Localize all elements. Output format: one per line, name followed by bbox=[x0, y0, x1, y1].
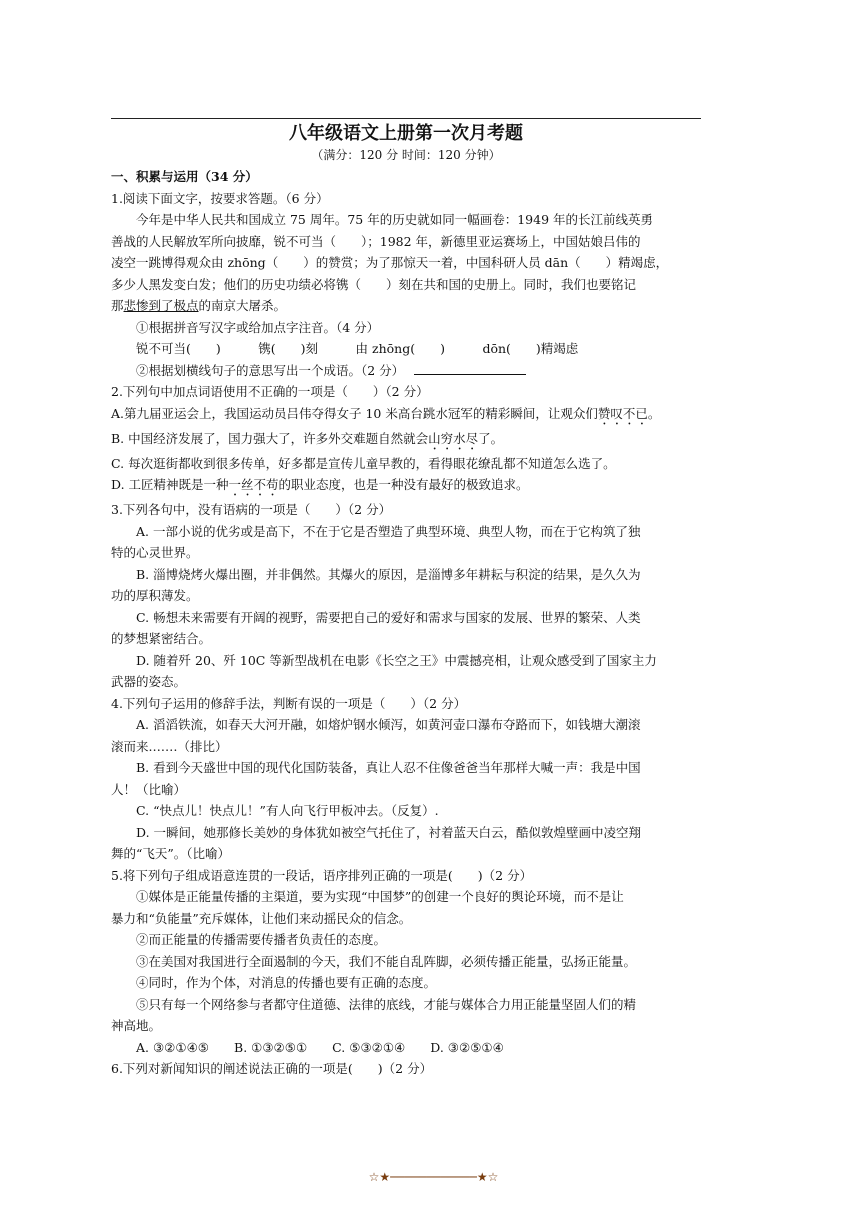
question-5-sentence-3: ③在美国对我国进行全面遏制的今天，我们不能自乱阵脚，必须传播正能量，弘扬正能量。 bbox=[136, 953, 637, 969]
underlined-sentence: 悲惨到了极点 bbox=[123, 298, 199, 313]
question-3-option-b-cont: 功的厚积薄发。 bbox=[111, 588, 199, 603]
question-5-sentence-5: ⑤只有每一个网络参与者都守住道德、法律的底线，才能与媒体合力用正能量坚固人们的精 bbox=[136, 996, 637, 1012]
exam-page bbox=[111, 118, 701, 1080]
question-3-option-b: B. 淄博烧烤火爆出圈，并非偶然。其爆火的原因，是淄博多年耕耘与积淀的结果，是久久为 bbox=[136, 566, 641, 582]
question-2-option-a bbox=[111, 403, 701, 428]
question-5-options: A. ③②①④⑤ B. ①③②⑤① C. ⑤③②①④ D. ③②⑤①④ bbox=[136, 1039, 504, 1055]
question-5-sentence-5-cont: 神高地。 bbox=[111, 1018, 162, 1033]
question-4-option-c: C. “快点儿！快点儿！”有人向飞行甲板冲去。（反复）. bbox=[136, 803, 439, 818]
sub-2-text: ②根据划横线句子的意思写出一个成语。（2 分） bbox=[136, 362, 405, 378]
passage-text: 那 bbox=[111, 298, 124, 313]
dotted-word: 山穷水尽 bbox=[428, 430, 479, 446]
question-2-stem: 2.下列句中加点词语使用不正确的一项是（ ）（2 分） bbox=[111, 384, 429, 399]
question-5-sentence-1: ①媒体是正能量传播的主渠道，要为实现“中国梦”的创建一个良好的舆论环境，而不是让 bbox=[136, 889, 624, 904]
question-4-option-a: A. 滔滔铁流，如春天大河开融，如熔炉钢水倾泻，如黄河壶口瀑布夺路而下，如钱塘大潮滚 bbox=[136, 717, 641, 732]
question-1-stem: 1.阅读下面文字，按要求答题。（6 分） bbox=[111, 190, 329, 206]
passage-text: 的南京大屠杀。 bbox=[198, 298, 287, 313]
option-text: A.第九届亚运会上，我国运动员吕伟夺得女子 10 米高台跳水冠军的精彩瞬间，让观众们 bbox=[111, 405, 598, 421]
question-4-stem: 4.下列句子运用的修辞手法，判断有误的一项是（ ）（2 分） bbox=[111, 695, 467, 711]
question-3-stem: 3.下列各句中，没有语病的一项是（ ）（2 分） bbox=[111, 502, 392, 517]
question-6-stem: 6.下列对新闻知识的阐述说法正确的一项是( )（2 分） bbox=[111, 1061, 433, 1076]
question-4-option-d: D. 一瞬间，她那修长美妙的身体犹如被空气托住了，衬着蓝天白云，酷似敦煌壁画中凌空翔 bbox=[136, 824, 642, 840]
question-5-stem: 5.将下列句子组成语意连贯的一段话，语序排列正确的一项是( )（2 分） bbox=[111, 867, 533, 883]
question-3-option-c-cont: 的梦想紧密结合。 bbox=[111, 631, 212, 646]
option-text: 的职业态度，也是一种没有最好的极致追求。 bbox=[278, 477, 529, 492]
question-2-option-c: C. 每次逛街都收到很多传单，好多都是宣传儿童早教的，看得眼花缭乱都不知道怎么选了。 bbox=[111, 455, 616, 471]
question-4-option-d-cont: 舞的“飞天”。（比喻） bbox=[111, 846, 231, 861]
question-3-option-a: A. 一部小说的优劣或是高下，不在于它是否塑造了典型环境、典型人物，而在于它构筑了独 bbox=[136, 523, 641, 539]
question-4-option-a-cont: 滚而来.……（排比） bbox=[111, 738, 228, 754]
page-title: 八年级语文上册第一次月考题 bbox=[289, 123, 523, 144]
option-text: 。 bbox=[647, 405, 661, 421]
section-heading: 一、积累与运用（34 分） bbox=[111, 169, 258, 184]
question-1-passage-line bbox=[111, 295, 701, 317]
question-1-sub-1: ①根据拼音写汉字或给加点字注音。（4 分） bbox=[136, 319, 380, 335]
dotted-word: 赞叹不已 bbox=[597, 405, 648, 421]
page-footer-ornament: ☆★────────────★☆ bbox=[368, 1170, 499, 1184]
question-5-sentence-4: ④同时，作为个体，对消息的传播也要有正确的态度。 bbox=[136, 975, 437, 990]
question-2-option-d bbox=[111, 474, 701, 499]
option-text: 了。 bbox=[478, 430, 504, 446]
question-5-sentence-2: ②而正能量的传播需要传播者负责任的态度。 bbox=[136, 932, 387, 947]
question-1-passage-line: 今年是中华人民共和国成立 75 周年。75 年的历史就如同一幅画卷：1949 年的长江前线英勇 bbox=[136, 212, 654, 227]
question-1-sub-1-fill: 锐不可当( ) 镌( )刻 由 zhōng( ) dōn( )精竭虑 bbox=[136, 341, 579, 356]
answer-blank[interactable] bbox=[414, 362, 526, 375]
question-1-passage-line: 善战的人民解放军所向披靡，锐不可当（ ）；1982 年，新德里亚运赛场上，中国姑娘吕伟的 bbox=[111, 233, 641, 249]
question-4-option-b: B. 看到今天盛世中国的现代化国防装备，真让人忍不住像爸爸当年那样大喊一声：我是中国 bbox=[136, 760, 641, 775]
question-4-option-b-cont: 人！（比喻） bbox=[111, 781, 187, 797]
page-subtitle: （满分：120 分 时间：120 分钟） bbox=[311, 148, 501, 162]
option-text: B. 中国经济发展了，国力强大了，许多外交难题自然就会 bbox=[111, 430, 429, 446]
question-3-option-d: D. 随着歼 20、歼 10C 等新型战机在电影《长空之王》中震撼亮相，让观众感受到了国家主力 bbox=[136, 652, 657, 668]
question-3-option-c: C. 畅想未来需要有开阔的视野，需要把自己的爱好和需求与国家的发展、世界的繁荣、人类 bbox=[136, 609, 641, 625]
question-2-option-b bbox=[111, 428, 701, 453]
question-1-sub-2 bbox=[111, 360, 701, 382]
question-1-passage-line: 凌空一跳博得观众由 zhōng（ ）的赞赏；为了那惊天一着，中国科研人员 dān（ ）精竭虑， bbox=[111, 255, 669, 270]
dotted-word: 一丝不苟 bbox=[228, 477, 279, 492]
question-1-passage-line: 多少人黑发变白发；他们的历史功绩必将镌（ ）刻在共和国的史册上。同时，我们也要铭记 bbox=[111, 276, 637, 292]
question-5-sentence-1-cont: 暴力和“负能量”充斥媒体，让他们来动摇民众的信念。 bbox=[111, 910, 412, 926]
option-text: D. 工匠精神既是一种 bbox=[111, 477, 229, 492]
header-rule bbox=[111, 118, 701, 119]
question-3-option-a-cont: 特的心灵世界。 bbox=[111, 545, 199, 560]
question-3-option-d-cont: 武器的姿态。 bbox=[111, 674, 187, 689]
